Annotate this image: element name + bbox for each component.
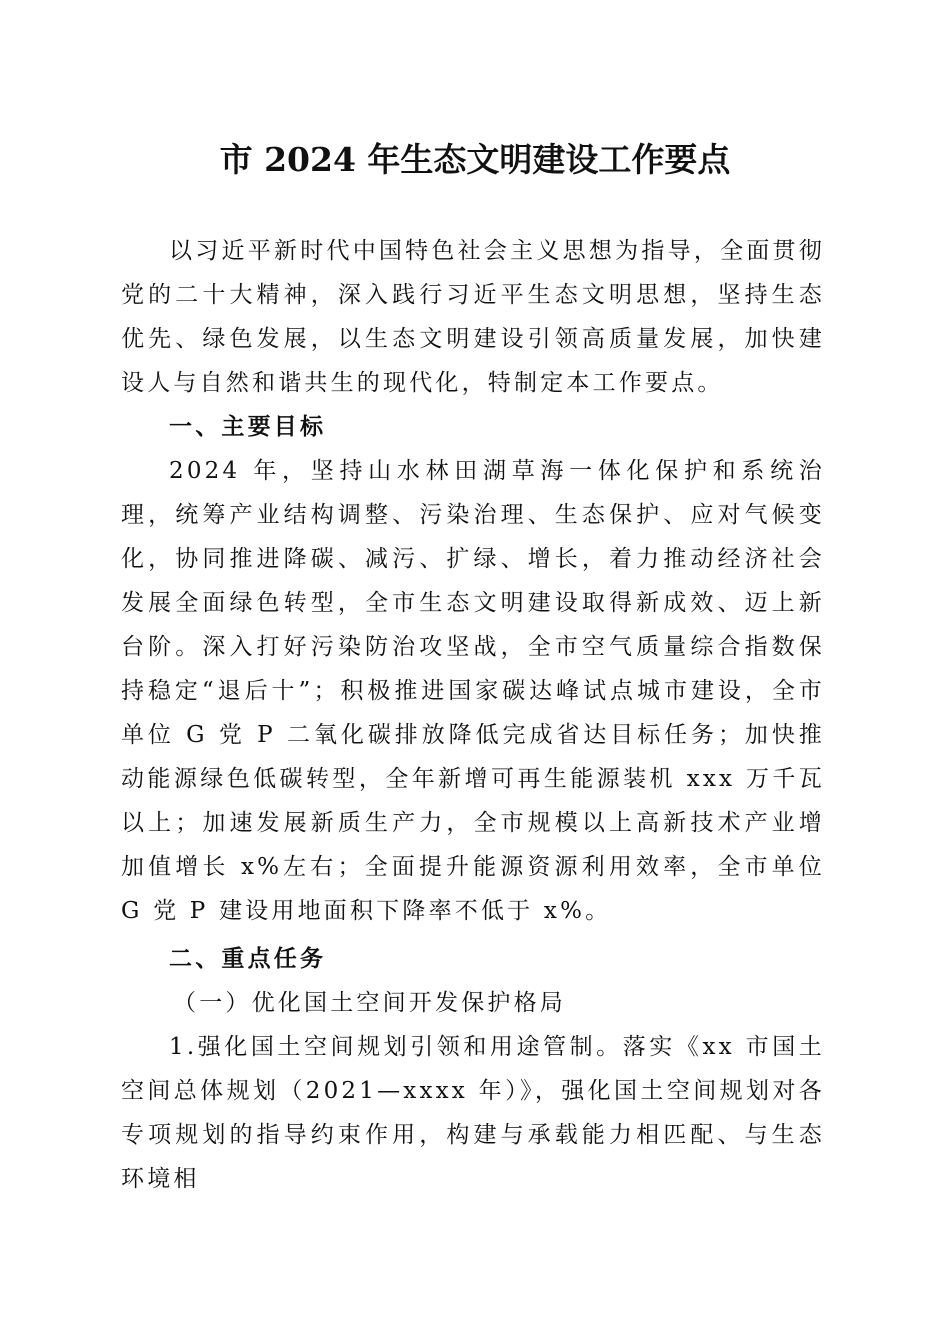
goals-paragraph: 2024 年，坚持山水林田湖草海一体化保护和系统治理，统筹产业结构调整、污染治理、生态保护、应对气候变化，协同推进降碳、减污、扩绿、增长，着力推动经济社会发展全面绿色转型，全市生态文明建设取得新成效、迈上新台阶。深入打好污染防治攻坚战，全市空气质量综合指数保持稳定“退后十”；积极推进国家碳达峰试点城市建设，全市单位 G 党 P 二氧化碳排放降低完成省达目标任务；加快推动能源绿色低碳转型，全年新增可再生能源装机 xxx 万千瓦以上；加速发展新质生产力，全市规模以上高新技术产业增加值增长 x%左右；全面提升能源资源利用效率，全市单位 G 党 P 建设用地面积下降率不低于 x%。 — [121, 458, 825, 924]
section-heading-goals: 一、主要目标 — [169, 413, 327, 440]
intro-paragraph: 以习近平新时代中国特色社会主义思想为指导，全面贯彻党的二十大精神，深入践行习近平生态文明思想，坚持生态优先、绿色发展，以生态文明建设引领高质量发展，加快建设人与自然和谐共生的现代化，特制定本工作要点。 — [121, 238, 825, 396]
item-1-paragraph: 1.强化国土空间规划引领和用途管制。落实《xx 市国土空间总体规划（2021—xxxx 年）》，强化国土空间规划对各专项规划的指导约束作用，构建与承载能力相匹配、与生态环境相 — [121, 1034, 825, 1192]
subsection-heading-land-space: （一）优化国土空间开发保护格局 — [173, 990, 566, 1016]
section-heading-tasks: 二、重点任务 — [169, 945, 327, 972]
document-title: 市 2024 年生态文明建设工作要点 — [219, 140, 731, 179]
document-body — [121, 229, 825, 1201]
